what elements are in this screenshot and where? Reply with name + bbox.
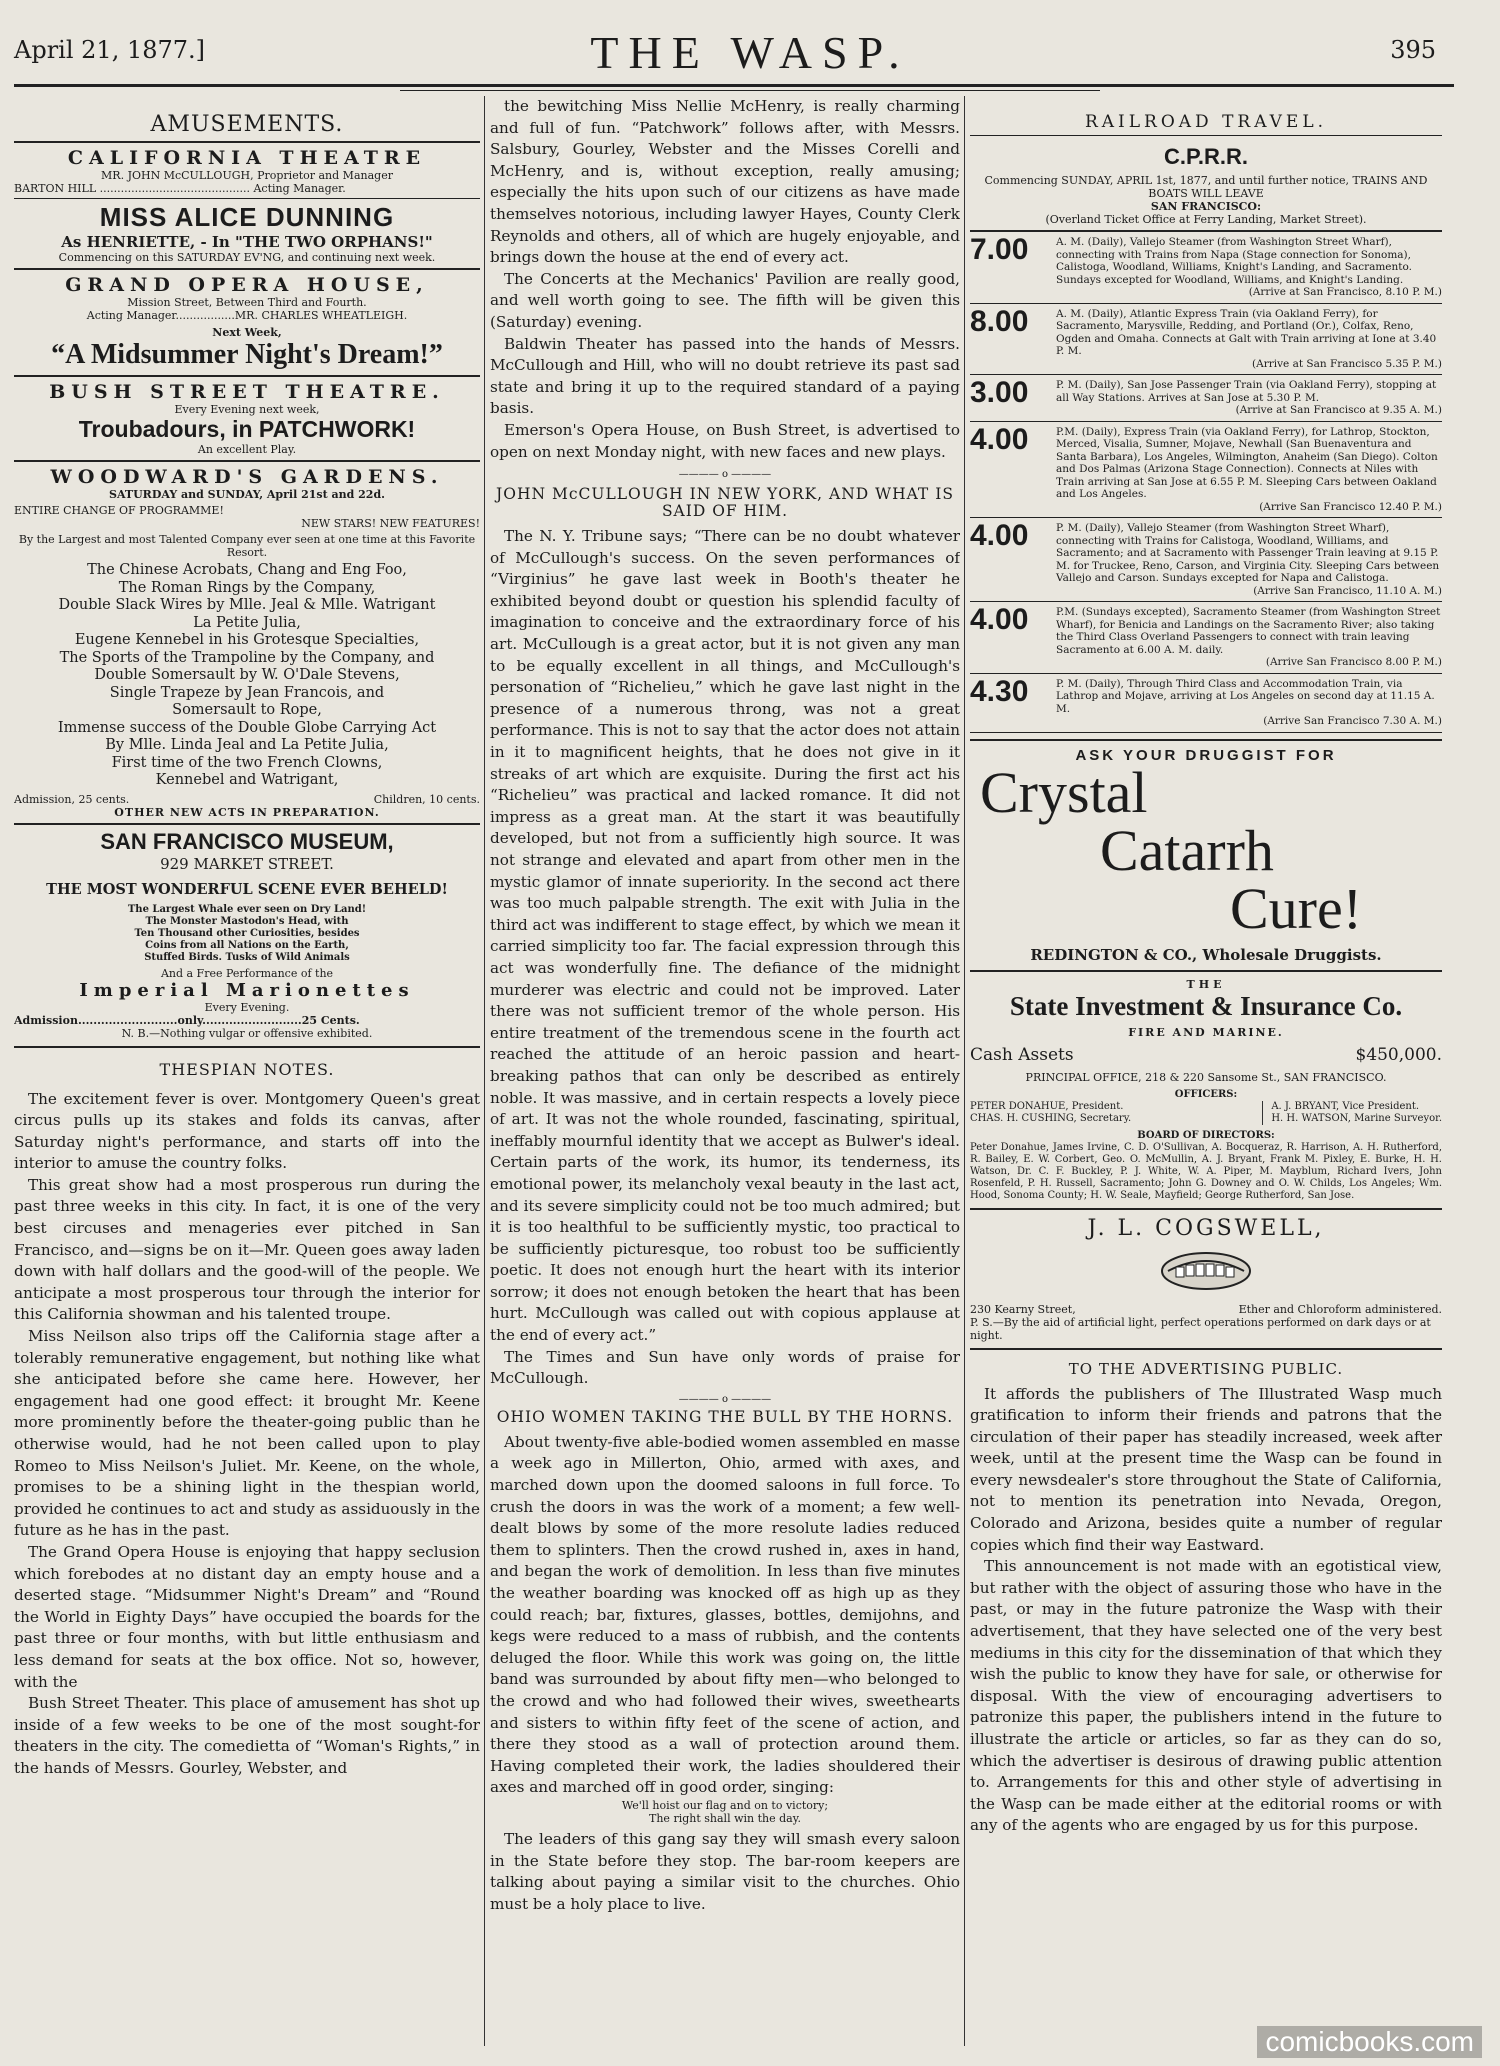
- train-time: 8.00: [970, 304, 1029, 338]
- ohio-article-part1: [490, 1432, 960, 1799]
- column-left: [14, 96, 480, 2046]
- train-entry: [970, 603, 1442, 669]
- california-star: MISS ALICE DUNNING: [99, 202, 395, 232]
- california-when: Commencing on this SATURDAY EV'NG, and continuing next week.: [58, 251, 436, 264]
- thespian-paragraph: Miss Neilson also trips off the California stage after a tolerably remunerative engagement, but nothing like what she anticipated before she came here. However, her engagement had one good effect: it brought Mr. Keene more prominently before the theater-going public than he otherwise would, had he not been called upon to play Romeo to Miss Neilson's Juliet. Mr. Keene, on the whole, promises to be a shining light in the thespian world, provided he continues to act and study as assiduously in the future as he has in the past.: [14, 1327, 480, 1540]
- museum-address: 929 MARKET STREET.: [160, 854, 334, 873]
- train-arrival: (Arrive San Francisco 7.30 A. M.): [1263, 715, 1442, 727]
- ohio-article-part2: [490, 1829, 960, 1915]
- dentures-icon: [970, 1247, 1442, 1297]
- insurance-officers-label: OFFICERS:: [1174, 1088, 1238, 1100]
- ohio-heading: OHIO WOMEN TAKING THE BULL BY THE HORNS.: [496, 1407, 954, 1426]
- woodward-admission: Admission, 25 cents.: [14, 792, 130, 806]
- advertising-heading: TO THE ADVERTISING PUBLIC.: [1068, 1359, 1344, 1378]
- train-arrival: (Arrive San Francisco, 11.10 A. M.): [1253, 584, 1442, 597]
- train-arrival: (Arrive San Francisco 8.00 P. M.): [1265, 656, 1442, 668]
- museum-admission: Admission..........................only..........................25 Cents.: [14, 1013, 360, 1027]
- museum-items-list: [14, 904, 480, 964]
- grand-manager: Acting Manager.................MR. CHARLES WHEATLEIGH.: [86, 309, 408, 322]
- insurance-assets-value: $450,000.: [1355, 1044, 1442, 1065]
- crystal-seller: REDINGTON & CO., Wholesale Druggists.: [1030, 945, 1382, 964]
- california-role: As HENRIETTE, - In "THE TWO ORPHANS!": [61, 233, 433, 251]
- museum-item: Stuffed Birds. Tusks of Wild Animals: [144, 951, 350, 963]
- cogswell-address: 230 Kearny Street,: [970, 1302, 1076, 1316]
- advertising-paragraph: This announcement is not made with an egotistical view, but rather with the object of assuring those who have in the past, or may in the future patronize the Wasp with their advertisement, that they have selected one of the very best mediums in this city for the dissemination of that which they wish the public to know they have for sale, or otherwise for disposal. With the view of encouraging advertisers to patronize this paper, the publishers intend in the future to illustrate the article or articles, so far as they can do so, which the advertiser is desirous of drawing public attention to. Arrangements for this and other style of advertising in the Wasp can be made either at the editorial rooms or with any of the agents who are engaged by us for this purpose.: [970, 1557, 1442, 1835]
- museum-nb: N. B.—Nothing vulgar or offensive exhibited.: [121, 1026, 373, 1040]
- masthead-rule-thin: [400, 90, 1100, 91]
- crystal-word: Crystal: [980, 759, 1148, 825]
- column-right: [970, 96, 1442, 2046]
- woodward-act: Single Trapeze by Jean Francois, and: [109, 684, 385, 701]
- museum-scene: THE MOST WONDERFUL SCENE EVER BEHELD!: [46, 880, 448, 898]
- woodward-change: ENTIRE CHANGE OF PROGRAMME!: [14, 504, 224, 517]
- thespian-continued-paragraph: The Concerts at the Mechanics' Pavilion are really good, and well worth going to see. The fifth will be given this (Saturday) evening.: [490, 269, 960, 331]
- ohio-verse-1: We'll hoist our flag and on to victory;: [621, 1798, 829, 1812]
- california-theatre-name: CALIFORNIA THEATRE: [67, 147, 427, 169]
- officer-president: PETER DONAHUE, President.: [970, 1100, 1124, 1112]
- masthead-rule: [14, 84, 1454, 87]
- cogswell-ps: P. S.—By the aid of artificial light, perfect operations performed on dark days or at night.: [970, 1315, 1431, 1342]
- cogswell-name: J. L. COGSWELL,: [1087, 1215, 1325, 1241]
- ohio-paragraph: About twenty-five able-bodied women assembled en masse a week ago in Millerton, Ohio, armed with axes, and marched down upon the doomed saloons in full force. To crush the doors in was the work of a moment; a few well-dealt blows by some of the more resolute ladies reduced them to splinters. Then the crowd rushed in, axes in hand, and began the work of demolition. In less than five minutes the weather boarding was knocked off as high up as they could reach; bar, fixtures, glasses, bottles, demijohns, and kegs were reduced to a mass of rubbish, and the contents deluged the floor. While this work was going on, the little band was surrounded by about fifty men—who belonged to the crowd and who had followed their wives, sweethearts and sisters to within fifty feet of the scene of action, and there they stood as a wall of protection around them. Having completed their work, the ladies shouldered their axes and marched off in good order, singing:: [490, 1432, 960, 1797]
- crystal-catarrh-ad: [970, 747, 1442, 964]
- column-divider-2: [964, 96, 965, 2046]
- train-time: 4.00: [970, 603, 1029, 636]
- mccullough-paragraph: The N. Y. Tribune says; “There can be no doubt whatever of McCullough's success. On the seven performances of “Virginius” he gave last week in Booth's theater he exhibited beyond doubt or question his splendid faculty of imagination to conceive and the extraordinary force of his art. McCullough is a great actor, but it is not given any man to be equally excellent in all things, and McCullough's personation of “Richelieu,” which he gave last night in the presence of a numerous throng, was not a great performance. This is not to say that the actor does not attain in it to magnificent heights, that he does not give in it streaks of art which are exquisite. During the first act his “Richelieu” was practical and lacked romance. It did not impress as a great man. At the start it was beautifully developed, but not from a sufficiently high source. It was not strange and elevated and apart from other men in the mystic glamor of innate superiority. In the second act there was too much palpable strength. The exit with Julia in the third act was indifferent to stage effect, by which we mean it carried simplicity too far. The facial expression through this act was wonderfully fine. The defiance of the midnight murderer was electric and could not be improved. Later there was not sufficient tremor of the whole person. His entire treatment of the tremendous scene in the fourth act reached the attitude of an heroic passion and heart-breaking pathos that can only be described as entirely noble. It was massive, and in certain respects a lovely piece of art. It was not the whole rounded, fascinating, spiritual, ineffably mournful identity that we accept as Bulwer's ideal. Certain parts of the work, its humor, its tenderness, its emotional power, its melancholy vexal beauty in the last act, and its severe simplicity could not be too much admired; but it is too healthful to be sufficiently mystic, too practical to be sufficiently picturesque, too robust too be sufficiently poetic. It does not enough hurt the heart with its interior sorrow; it does not enough betoken the heart that has been hurt. McCullough was called out with copious applause at the end of every act.”: [490, 527, 960, 1345]
- woodward-act: Double Slack Wires by Mlle. Jeal & Mlle. Watrigant: [58, 597, 436, 613]
- museum-item: Coins from all Nations on the Earth,: [145, 939, 349, 951]
- railroad-office: (Overland Ticket Office at Ferry Landing, Market Street).: [1045, 213, 1367, 226]
- newspaper-title: THE WASP.: [590, 27, 910, 78]
- watermark-logo: comicbooks.com: [1257, 2026, 1482, 2058]
- woodward-act: Kennebel and Watrigant,: [155, 772, 339, 788]
- woodward-act: The Sports of the Trampoline by the Company, and: [59, 649, 435, 666]
- grand-opera-house-ad: [14, 274, 480, 371]
- train-description: A. M. (Daily), Atlantic Express Train (via Oakland Ferry), for Sacramento, Marysville, Redding, and Portland (Or.), Colfax, Reno, Ogden and Omaha. Connects at Galt with Train arriving at Ione at 3.40 P. M.: [1056, 307, 1437, 357]
- train-entry: [970, 422, 1442, 514]
- museum-marionettes: Imperial Marionettes: [79, 979, 415, 1001]
- museum-free: And a Free Performance of the: [160, 966, 334, 980]
- california-acting-manager: BARTON HILL ........................................... Acting Manager.: [14, 182, 346, 195]
- insurance-board: Peter Donahue, James Irvine, C. D. O'Sullivan, A. Bocqueraz, R. Harrison, A. H. Rutherford, R. Bailey, E. W. Corbert, Geo. O. McMullin, A. J. Bryant, Frank M. Pixley, E. Burke, H. H. Watson, Dr. C. F. Buckley, P. J. White, W. A. Piper, M. Mayblum, Richard Ivers, John Rosenfeld, P. H. Russell, Sacramento; John G. Downey and O. W. Childs, Los Angeles; Wm. Hood, Sonoma County; H. W. Seale, Mayfield; George Rutherford, San Jose.: [970, 1141, 1442, 1201]
- insurance-the: THE: [1186, 977, 1226, 991]
- train-arrival: (Arrive at San Francisco 5.35 P. M.): [1252, 357, 1442, 370]
- woodward-act: Somersault to Rope,: [172, 702, 322, 718]
- bush-note: An excellent Play.: [197, 443, 297, 456]
- amusements-heading: AMUSEMENTS.: [150, 112, 344, 137]
- thespian-continued: [490, 96, 960, 463]
- woodward-acts-list: [14, 562, 480, 790]
- train-description: A. M. (Daily), Vallejo Steamer (from Washington Street Wharf), connecting with Trains from Napa (Stage connection for Sonoma), Calistoga, Woodland, Williams, Knight's Landing, and Sacramento. Sundays excepted for Woodland, Williams, and Knight's Landing.: [1056, 236, 1412, 286]
- advertising-paragraph: It affords the publishers of The Illustrated Wasp much gratification to inform their friends and patrons that the circulation of their paper has steadily increased, week after week, until at the present time the Wasp can be found in every newsdealer's store throughout the State of California, not to mention its penetration into Nevada, Oregon, Colorado and Arizona, besides quite a number of regular copies which find their way Eastward.: [970, 1384, 1442, 1554]
- woodward-act: La Petite Julia,: [193, 614, 301, 631]
- mccullough-paragraph: The Times and Sun have only words of praise for McCullough.: [490, 1347, 960, 1388]
- state-insurance-ad: [970, 978, 1442, 1202]
- bush-when: Every Evening next week,: [174, 403, 320, 416]
- woodward-name: WOODWARD'S GARDENS.: [50, 466, 444, 488]
- woodward-act: The Roman Rings by the Company,: [118, 579, 376, 596]
- insurance-office: PRINCIPAL OFFICE, 218 & 220 Sansome St., SAN FRANCISCO.: [1025, 1070, 1387, 1084]
- train-description: P.M. (Sundays excepted), Sacramento Steamer (from Washington Street Wharf), for Benicia and Landings on the Sacramento River; also taking the Third Class Overland Passengers to connect with train leaving Sacramento at 6.00 A. M. daily.: [1056, 606, 1441, 656]
- woodward-act: First time of the two French Clowns,: [111, 754, 383, 771]
- museum-item: Ten Thousand other Curiosities, besides: [134, 927, 360, 939]
- train-time: 3.00: [970, 376, 1029, 409]
- woodward-other-acts: OTHER NEW ACTS IN PREPARATION.: [114, 805, 380, 819]
- train-entry: [970, 674, 1442, 728]
- advertising-article: [970, 1384, 1442, 1837]
- woodward-act: Immense success of the Double Globe Carrying Act: [57, 719, 437, 736]
- catarrh-word: Catarrh: [1100, 817, 1274, 883]
- train-description: P. M. (Daily), Through Third Class and Accommodation Train, via Lathrop and Mojave, arriving at Los Angeles on second day at 11.15 A. M.: [1056, 677, 1435, 715]
- museum-item: The Monster Mastodon's Head, with: [145, 915, 349, 927]
- thespian-paragraph: Bush Street Theater. This place of amusement has shot up inside of a few weeks to be one of the most sought-for theaters in the city. The comedietta of “Woman's Rights,” in the hands of Messrs. Gourley, Webster, and: [14, 1694, 480, 1777]
- grand-play: “A Midsummer Night's Dream!”: [51, 339, 443, 370]
- insurance-board-label: BOARD OF DIRECTORS:: [1137, 1129, 1275, 1141]
- crystal-ask: ASK YOUR DRUGGIST FOR: [1075, 746, 1337, 764]
- museum-every: Every Evening.: [204, 1000, 290, 1014]
- insurance-type: FIRE AND MARINE.: [1128, 1025, 1284, 1039]
- thespian-paragraph: This great show had a most prosperous run during the past three weeks in this city. In fact, it is one of the very best circuses and menageries ever pitched in San Francisco, and—signs be on it—Mr. Queen goes away laden down with half dollars and the good-will of the people. We anticipate a most prosperous tour through the interior for this California showman and his talented troupe.: [14, 1175, 480, 1324]
- cogswell-ether: Ether and Chloroform administered.: [1238, 1302, 1442, 1316]
- train-arrival: (Arrive at San Francisco, 8.10 P. M.): [1248, 286, 1442, 298]
- insurance-assets-label: Cash Assets: [970, 1044, 1074, 1065]
- thespian-article: [14, 1089, 480, 1780]
- train-description: P.M. (Daily), Express Train (via Oakland Ferry), for Lathrop, Stockton, Merced, Visalia, Sumner, Mojave, Newhall (San Buenaventura and Santa Barbara), Los Angeles, Wilmington, Anaheim (San Diego). Colton and Dos Palmas (Arizona Stage Connection). Connects at Niles with Train arriving at San Jose at 6.55 P. M. Sleeping Cars between Oakland and Los Angeles.: [1056, 425, 1438, 500]
- railroad-sf: SAN FRANCISCO:: [1150, 200, 1262, 213]
- woodwards-gardens-ad: [14, 466, 480, 819]
- thespian-continued-paragraph: Baldwin Theater has passed into the hands of Messrs. McCullough and Hill, who will no doubt retrieve its past sad state and bring it up to the required standard of a paying basis.: [490, 334, 960, 418]
- cure-word: Cure!: [1230, 875, 1363, 941]
- bush-theatre-name: BUSH STREET THEATRE.: [49, 381, 445, 403]
- grand-address: Mission Street, Between Third and Fourth.: [127, 296, 367, 309]
- train-time: 4.30: [970, 674, 1029, 708]
- train-entry: [970, 304, 1442, 371]
- bush-street-theatre-ad: [14, 381, 480, 456]
- train-entry: [970, 233, 1442, 299]
- california-theatre-ad: [14, 147, 480, 264]
- thespian-paragraph: The Grand Opera House is enjoying that happy seclusion which forebodes at no distant day an empty house and a deserted stage. “Midsummer Night's Dream” and “Round the World in Eighty Days” have occupied the boards for the past three or four months, with but little enthusiasm and less demand for seats at the box office. Not so, however, with the: [14, 1542, 480, 1691]
- woodward-act: By Mlle. Linda Jeal and La Petite Julia,: [105, 737, 389, 753]
- woodward-company: By the Largest and most Talented Company ever seen at one time at this Favorite Resort.: [18, 533, 476, 559]
- train-time: 4.00: [970, 422, 1029, 456]
- grand-opera-house-name: GRAND OPERA HOUSE,: [65, 274, 429, 296]
- train-arrival: (Arrive San Francisco 12.40 P. M.): [1259, 500, 1442, 513]
- grand-next-week: Next Week,: [212, 326, 282, 339]
- railroad-commencing: Commencing SUNDAY, APRIL 1st, 1877, and until further notice, TRAINS AND BOATS WILL LEAVE: [984, 174, 1428, 200]
- thespian-continued-paragraph: the bewitching Miss Nellie McHenry, is really charming and full of fun. “Patchwork” follows after, with Messrs. Salsbury, Gourley, Webster and the Misses Corelli and McHenry, and is, without exception, really amusing; especially the hits upon such of our citizens as have made themselves notorious, including lawyer Hayes, County Clerk Reynolds and others, all of which are hugely enjoyable, and brings down the house at the end of every act.: [490, 97, 960, 267]
- section-ornament-2: ———— o ————: [678, 1393, 772, 1405]
- railroad-heading: RAILROAD TRAVEL.: [1084, 112, 1328, 132]
- cogswell-ad: [970, 1216, 1442, 1342]
- officer-vice-president: A. J. BRYANT, Vice President.: [1271, 1100, 1420, 1112]
- masthead: [0, 0, 1500, 80]
- ohio-verse-2: The right shall win the day.: [649, 1811, 801, 1825]
- woodward-act: Double Somersault by W. O'Dale Stevens,: [94, 667, 400, 683]
- woodward-stars: NEW STARS! NEW FEATURES!: [301, 517, 480, 530]
- section-ornament: ———— o ————: [678, 469, 772, 481]
- mccullough-heading: JOHN McCULLOUGH IN NEW YORK, AND WHAT IS SAID OF HIM.: [496, 485, 954, 521]
- thespian-heading: THESPIAN NOTES.: [159, 1059, 335, 1079]
- train-description: P. M. (Daily), Vallejo Steamer (from Washington Street Wharf), connecting with Trains for Calistoga, Woodland, Williams, and Sacramento; and at Sacramento with Passenger Train leaving at 9.15 P. M. for Truckee, Reno, Carson, and Virginia City. Sleeping Cars between Vallejo and Carson. Sundays excepted for Napa and Calistoga.: [1056, 522, 1440, 584]
- train-entry: [970, 519, 1442, 597]
- column-middle: [490, 96, 960, 2046]
- officer-secretary: CHAS. H. CUSHING, Secretary.: [970, 1112, 1132, 1124]
- train-time: 4.00: [970, 519, 1029, 552]
- officer-marine-surveyor: H. H. WATSON, Marine Surveyor.: [1271, 1112, 1442, 1124]
- woodward-act: Eugene Kennebel in his Grotesque Specialties,: [74, 632, 420, 648]
- thespian-continued-paragraph: Emerson's Opera House, on Bush Street, is advertised to open on next Monday night, with new faces and new plays.: [490, 420, 960, 461]
- issue-date: April 21, 1877.]: [14, 36, 206, 64]
- sf-museum-ad: [14, 829, 480, 1040]
- train-time: 7.00: [970, 233, 1029, 266]
- train-description: P. M. (Daily), San Jose Passenger Train (via Oakland Ferry), stopping at all Way Stations. Arrives at San Jose at 5.30 P. M.: [1056, 379, 1437, 404]
- woodward-days: SATURDAY and SUNDAY, April 21st and 22d.: [109, 488, 385, 501]
- museum-item: The Largest Whale ever seen on Dry Land!: [127, 903, 367, 915]
- mccullough-article: [490, 526, 960, 1390]
- woodward-children: Children, 10 cents.: [373, 792, 480, 806]
- bush-play: Troubadours, in PATCHWORK!: [78, 416, 416, 442]
- insurance-name: State Investment & Insurance Co.: [1009, 990, 1403, 1021]
- ohio-paragraph: The leaders of this gang say they will smash every saloon in the State before they stop. The bar-room keepers are talking about paying a similar visit to the churches. Ohio must be a holy place to live.: [490, 1829, 960, 1913]
- woodward-act: The Chinese Acrobats, Chang and Eng Foo,: [87, 562, 407, 578]
- museum-name: SAN FRANCISCO MUSEUM,: [100, 828, 394, 854]
- train-arrival: (Arrive at San Francisco at 9.35 A. M.): [1235, 404, 1442, 416]
- california-proprietor: MR. JOHN McCULLOUGH, Proprietor and Manager: [101, 169, 393, 182]
- train-schedule: [970, 233, 1442, 733]
- column-divider-1: [484, 96, 485, 2046]
- railroad-company: C.P.R.R.: [1164, 144, 1248, 169]
- thespian-paragraph: The excitement fever is over. Montgomery Queen's great circus pulls up its stakes and folds its canvas, after Saturday night's performance, and starts off into the interior to amuse the country folks.: [14, 1089, 480, 1173]
- page-number: 395: [1390, 36, 1436, 64]
- train-entry: [970, 376, 1442, 417]
